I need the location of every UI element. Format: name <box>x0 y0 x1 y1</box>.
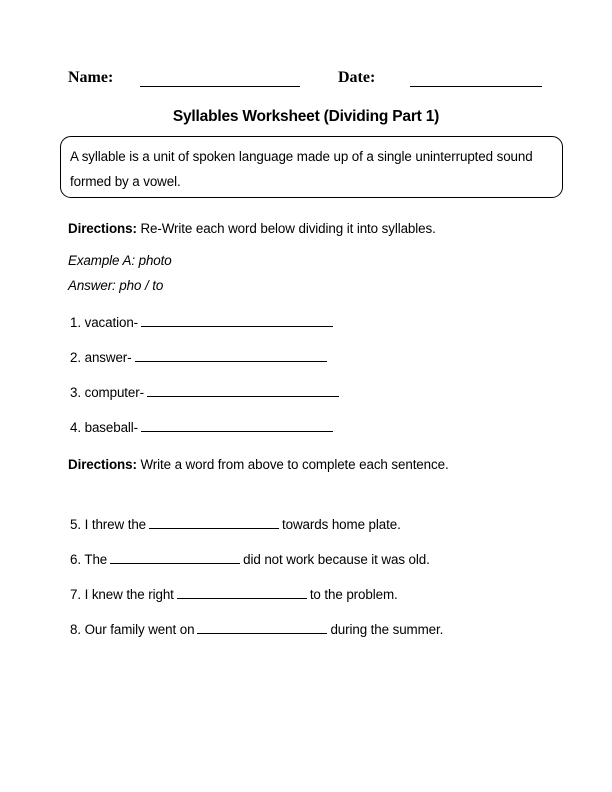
directions-one-label: Directions: <box>68 221 137 236</box>
directions-two-label: Directions: <box>68 457 137 472</box>
word-item-text: answer- <box>84 350 132 365</box>
name-blank-line[interactable] <box>140 86 300 87</box>
word-item-number: 1. <box>70 315 81 330</box>
word-item-blank[interactable] <box>147 385 339 397</box>
example-answer: Answer: pho / to <box>68 278 164 293</box>
word-item-blank[interactable] <box>141 420 333 432</box>
sentence-item-number: 8. <box>70 622 81 637</box>
date-blank-line[interactable] <box>410 86 542 87</box>
directions-two <box>68 452 508 477</box>
sentence-item-blank[interactable] <box>177 587 307 599</box>
sentence-item-after: to the problem. <box>309 587 398 602</box>
sentence-item-number: 6. <box>70 552 81 567</box>
directions-one-text: Re-Write each word below dividing it into syllables. <box>136 221 436 236</box>
sentence-item-number: 7. <box>70 587 81 602</box>
example-prompt: Example A: photo <box>68 253 172 268</box>
sentence-item <box>70 619 443 641</box>
word-item <box>70 417 333 439</box>
word-item-blank[interactable] <box>135 350 327 362</box>
word-item <box>70 347 327 369</box>
sentence-item <box>70 584 398 606</box>
definition-text: A syllable is a unit of spoken language made up of a single uninterrupted sound formed by a vowel. <box>70 149 533 189</box>
sentence-item-after: did not work because it was old. <box>243 552 430 567</box>
word-item <box>70 312 333 334</box>
worksheet-title: Syllables Worksheet (Dividing Part 1) <box>172 108 440 125</box>
word-item-text: baseball- <box>84 420 139 435</box>
sentence-item-number: 5. <box>70 517 81 532</box>
sentence-item-before: I threw the <box>84 517 147 532</box>
word-item <box>70 382 339 404</box>
word-item-blank[interactable] <box>141 315 333 327</box>
directions-one <box>68 216 568 241</box>
sentence-item <box>70 549 430 571</box>
definition-box <box>60 136 563 198</box>
name-label: Name: <box>68 69 114 86</box>
sentence-item-blank[interactable] <box>197 622 327 634</box>
header-row <box>68 68 548 92</box>
sentence-item-blank[interactable] <box>149 517 279 529</box>
word-item-number: 4. <box>70 420 81 435</box>
word-item-text: computer- <box>84 385 144 400</box>
word-item-text: vacation- <box>84 315 139 330</box>
sentence-item-after: during the summer. <box>330 622 444 637</box>
word-item-number: 3. <box>70 385 81 400</box>
word-item-number: 2. <box>70 350 81 365</box>
sentence-item-before: I knew the right <box>84 587 174 602</box>
date-label: Date: <box>338 69 376 86</box>
sentence-item-after: towards home plate. <box>282 517 401 532</box>
sentence-item <box>70 514 401 536</box>
sentence-item-before: Our family went on <box>84 622 195 637</box>
sentence-item-blank[interactable] <box>110 552 240 564</box>
directions-two-text: Write a word from above to complete each sentence. <box>136 457 449 472</box>
sentence-item-before: The <box>84 552 108 567</box>
